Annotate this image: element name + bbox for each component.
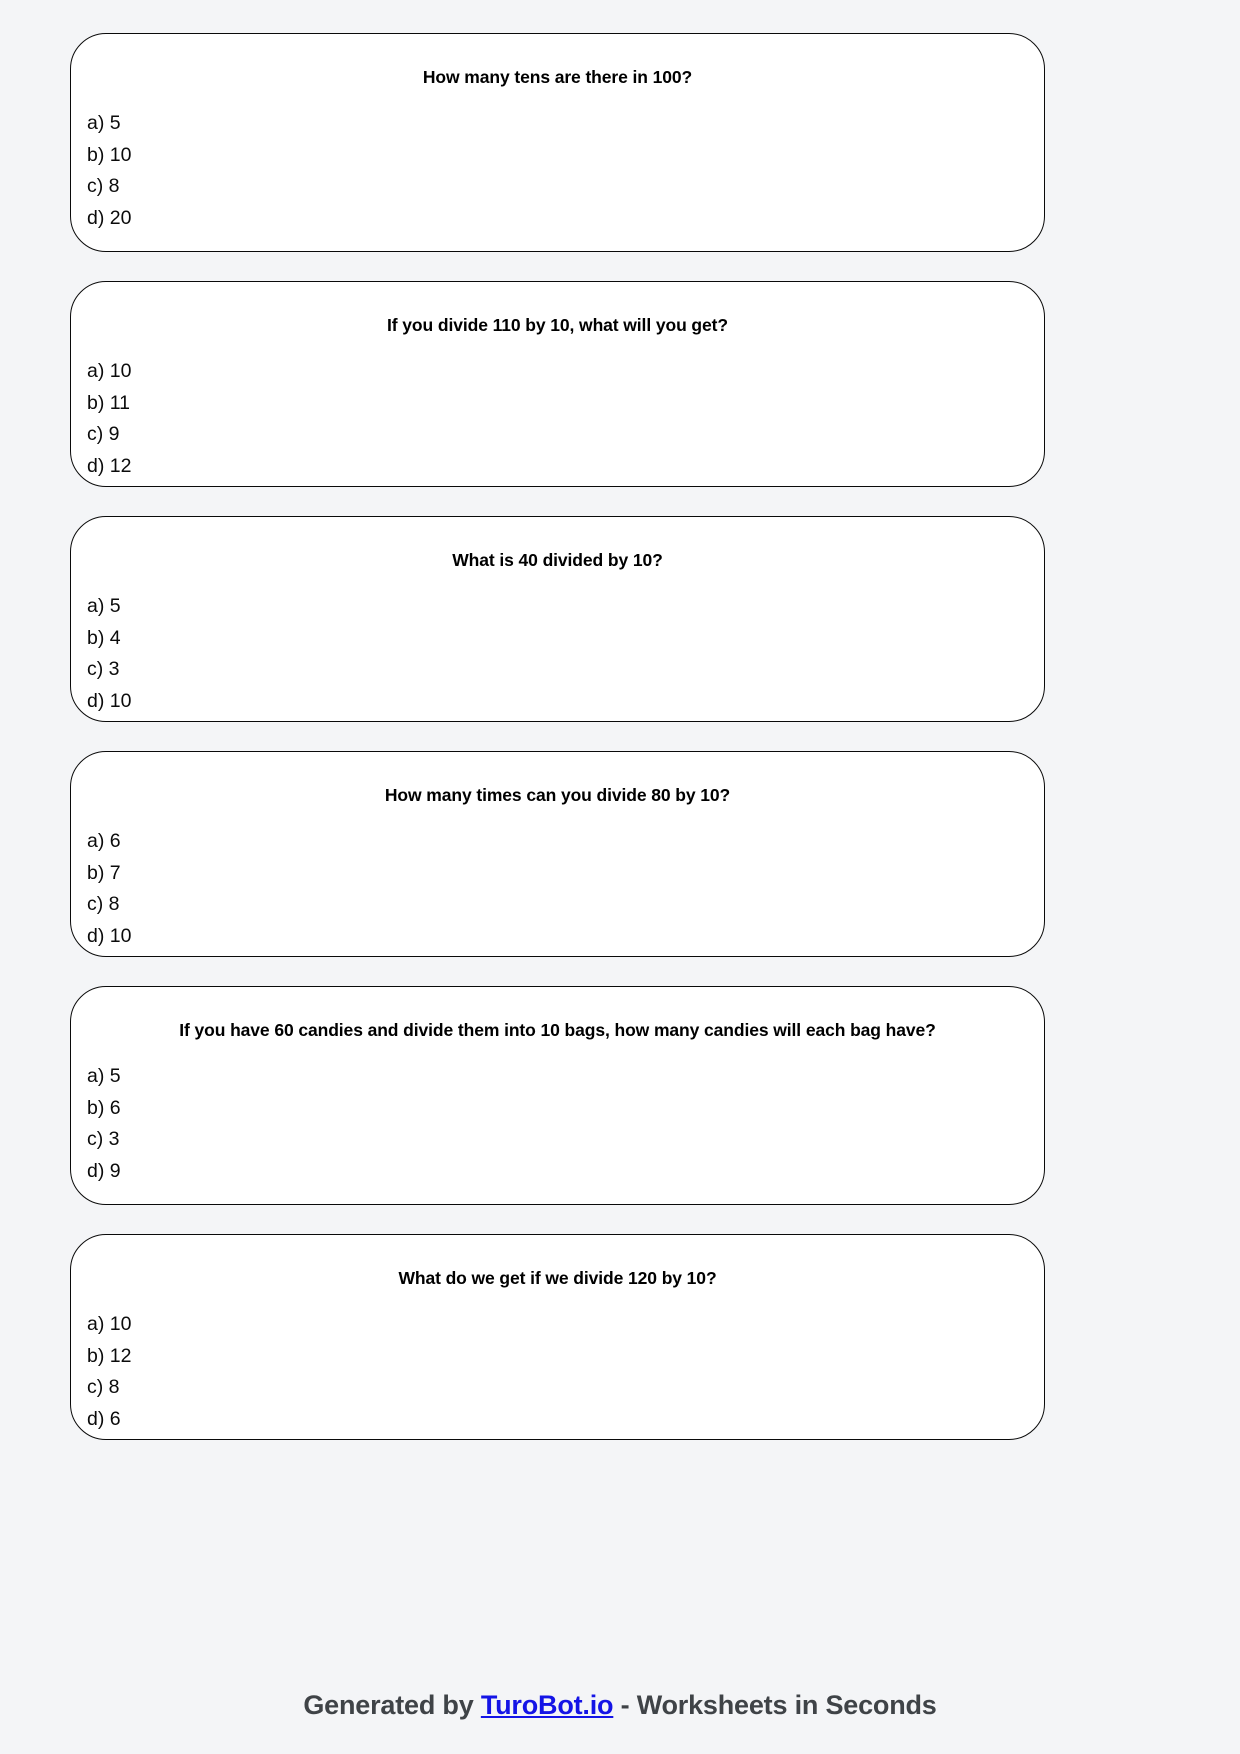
option-item[interactable]: c) 3 <box>87 658 120 680</box>
option-item[interactable]: a) 10 <box>87 360 132 382</box>
option-list <box>87 108 1016 234</box>
option-item[interactable]: b) 7 <box>87 861 121 884</box>
question-title: What do we get if we divide 120 by 10? <box>398 1268 717 1288</box>
question-title: How many times can you divide 80 by 10? <box>384 785 731 805</box>
option-list <box>87 826 1016 952</box>
option-item[interactable]: c) 8 <box>87 175 120 197</box>
question-title: If you divide 110 by 10, what will you get? <box>387 315 728 335</box>
question-card <box>70 986 1045 1205</box>
option-item[interactable]: a) 5 <box>87 1065 121 1087</box>
question-card <box>70 751 1045 957</box>
footer-suffix: - Worksheets in Seconds <box>613 1690 937 1720</box>
option-item[interactable]: b) 11 <box>87 391 130 414</box>
option-item[interactable]: a) 10 <box>87 1313 132 1335</box>
option-item[interactable]: a) 5 <box>87 595 121 617</box>
option-item[interactable]: b) 10 <box>87 143 132 166</box>
question-card <box>70 281 1045 487</box>
option-list <box>87 1061 1016 1187</box>
question-card <box>70 33 1045 252</box>
option-item[interactable]: d) 20 <box>87 206 132 229</box>
footer-prefix: Generated by <box>303 1690 481 1720</box>
option-item[interactable]: d) 12 <box>87 454 132 477</box>
option-item[interactable]: b) 12 <box>87 1344 132 1367</box>
question-title: How many tens are there in 100? <box>422 67 693 87</box>
option-item[interactable]: a) 6 <box>87 830 121 852</box>
option-item[interactable]: b) 4 <box>87 626 121 649</box>
question-title: If you have 60 candies and divide them into 10 bags, how many candies will each bag have? <box>179 1020 936 1040</box>
footer-attribution <box>0 1690 1240 1721</box>
turobot-link[interactable]: TuroBot.io <box>480 1690 614 1720</box>
question-card <box>70 1234 1045 1440</box>
option-item[interactable]: d) 9 <box>87 1159 121 1182</box>
option-item[interactable]: d) 10 <box>87 924 132 947</box>
question-title: What is 40 divided by 10? <box>452 550 663 570</box>
option-list <box>87 1309 1016 1435</box>
option-item[interactable]: b) 6 <box>87 1096 121 1119</box>
option-item[interactable]: d) 10 <box>87 689 132 712</box>
option-item[interactable]: c) 8 <box>87 893 120 915</box>
question-card <box>70 516 1045 722</box>
option-list <box>87 591 1016 717</box>
option-item[interactable]: c) 3 <box>87 1128 120 1150</box>
option-item[interactable]: d) 6 <box>87 1407 121 1430</box>
option-list <box>87 356 1016 482</box>
option-item[interactable]: c) 8 <box>87 1376 120 1398</box>
option-item[interactable]: a) 5 <box>87 112 121 134</box>
option-item[interactable]: c) 9 <box>87 423 120 445</box>
